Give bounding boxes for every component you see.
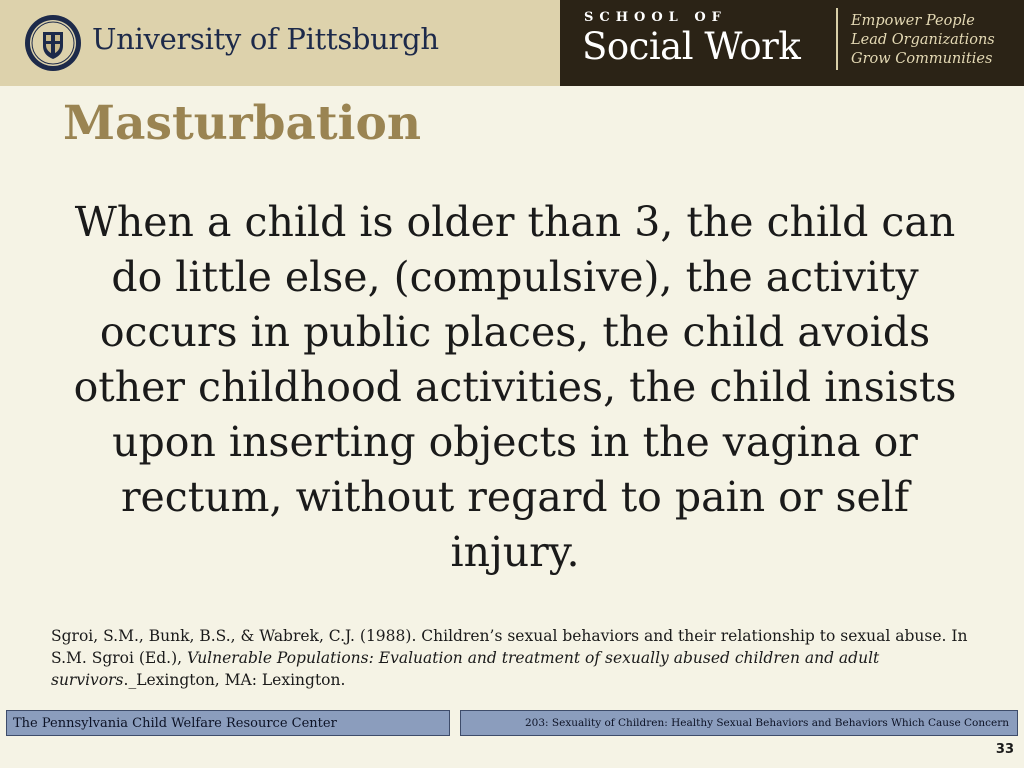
footer-course-title	[460, 710, 1018, 736]
university-banner	[0, 0, 560, 86]
school-of-label: SCHOOL OF	[584, 10, 727, 25]
tagline-line-3: Grow Communities	[851, 51, 993, 67]
university-seal-icon	[24, 14, 82, 72]
citation-book-title: Vulnerable Populations: Evaluation and treatment of sexually abused children and adult survivors	[51, 649, 880, 689]
school-banner	[560, 0, 1024, 86]
slide-body-text: When a child is older than 3, the child can do little else, (compulsive), the activity occurs in public places, the child avoids other childhood activities, the child insists upon inserting objects in the vagina or rectum, without regard to pain or self injury.	[73, 198, 957, 576]
university-name: University of Pittsburgh	[92, 22, 439, 56]
footer-course-label: 203: Sexuality of Children: Healthy Sexual Behaviors and Behaviors Which Cause Concern	[525, 717, 1009, 729]
tagline-line-1: Empower People	[851, 13, 975, 29]
banner-divider	[836, 8, 838, 70]
citation-text-end: ._Lexington, MA: Lexington.	[123, 671, 346, 689]
footer-organization-label: The Pennsylvania Child Welfare Resource Center	[13, 716, 337, 731]
citation-text-start: Sgroi, S.M., Bunk, B.S., & Wabrek, C.J. (1988). Children’s sexual behaviors and their relationship to sexual abuse. In S.M. Sgroi (Ed.),	[51, 627, 968, 667]
footer-organization	[6, 710, 450, 736]
tagline-line-2: Lead Organizations	[851, 32, 995, 48]
citation	[51, 625, 1001, 691]
school-name: Social Work	[582, 25, 801, 68]
school-tagline	[851, 12, 995, 69]
slide-title: Masturbation	[63, 96, 421, 151]
header-banner	[0, 0, 1024, 86]
page-number: 33	[995, 742, 1014, 757]
